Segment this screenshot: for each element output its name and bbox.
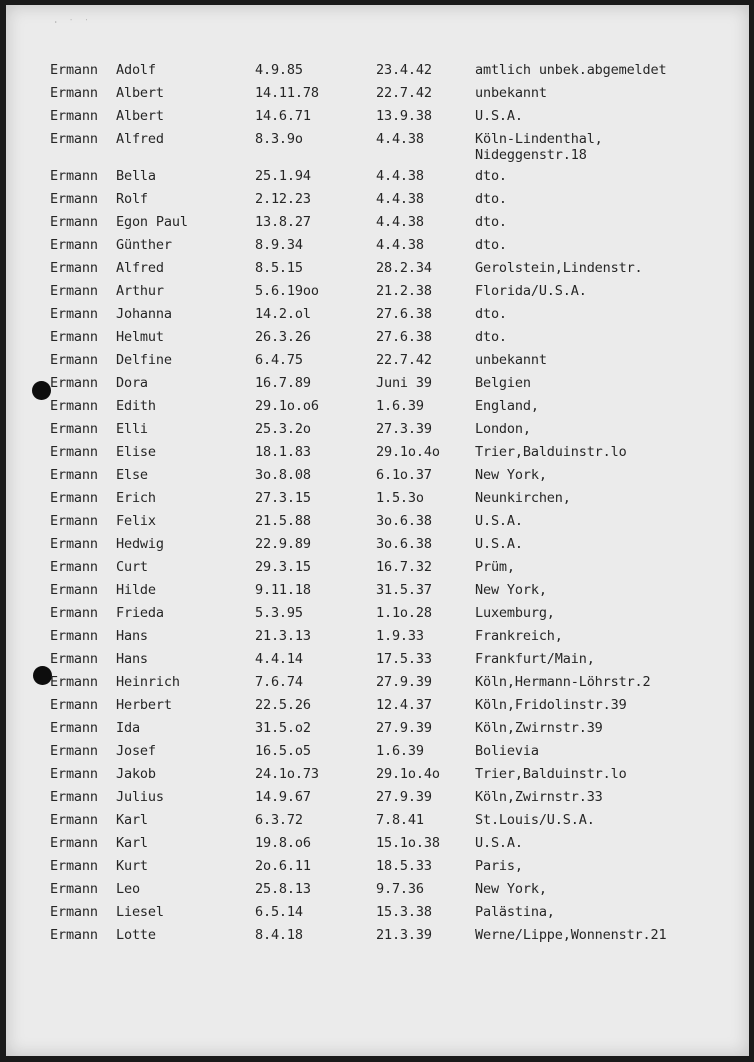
destination: St.Louis/U.S.A. <box>475 812 595 828</box>
given-name: Delfine <box>116 352 172 368</box>
document-page <box>6 5 749 1056</box>
register-row <box>6 467 749 489</box>
surname: Ermann <box>50 697 98 713</box>
departure-date: 15.1o.38 <box>376 835 440 851</box>
given-name: Albert <box>116 108 164 124</box>
departure-date: 4.4.38 <box>376 191 424 207</box>
birth-date: 29.3.15 <box>255 559 311 575</box>
birth-date: 7.6.74 <box>255 674 303 690</box>
birth-date: 4.9.85 <box>255 62 303 78</box>
register-row <box>6 283 749 305</box>
surname: Ermann <box>50 444 98 460</box>
given-name: Elli <box>116 421 148 437</box>
departure-date: 27.6.38 <box>376 329 432 345</box>
departure-date: 9.7.36 <box>376 881 424 897</box>
birth-date: 5.6.19oo <box>255 283 319 299</box>
given-name: Curt <box>116 559 148 575</box>
departure-date: 1.1o.28 <box>376 605 432 621</box>
register-list <box>6 5 749 1005</box>
birth-date: 6.4.75 <box>255 352 303 368</box>
register-row <box>6 628 749 650</box>
paper-specks: · ˙ ˙ <box>54 19 93 26</box>
register-row <box>6 536 749 558</box>
surname: Ermann <box>50 559 98 575</box>
departure-date: 29.1o.4o <box>376 444 440 460</box>
birth-date: 18.1.83 <box>255 444 311 460</box>
destination: dto. <box>475 214 507 230</box>
register-row <box>6 191 749 213</box>
surname: Ermann <box>50 352 98 368</box>
destination: Werne/Lippe,Wonnenstr.21 <box>475 927 667 943</box>
destination: dto. <box>475 191 507 207</box>
surname: Ermann <box>50 858 98 874</box>
destination: Frankfurt/Main, <box>475 651 595 667</box>
birth-date: 21.5.88 <box>255 513 311 529</box>
birth-date: 6.3.72 <box>255 812 303 828</box>
surname: Ermann <box>50 651 98 667</box>
destination: New York, <box>475 582 547 598</box>
birth-date: 22.5.26 <box>255 697 311 713</box>
given-name: Hedwig <box>116 536 164 552</box>
birth-date: 29.1o.o6 <box>255 398 319 414</box>
destination: Prüm, <box>475 559 515 575</box>
given-name: Alfred <box>116 131 164 147</box>
birth-date: 3o.8.08 <box>255 467 311 483</box>
birth-date: 8.4.18 <box>255 927 303 943</box>
departure-date: 27.6.38 <box>376 306 432 322</box>
surname: Ermann <box>50 582 98 598</box>
destination: Belgien <box>475 375 531 391</box>
register-row <box>6 605 749 627</box>
register-row <box>6 306 749 328</box>
surname: Ermann <box>50 467 98 483</box>
given-name: Erich <box>116 490 156 506</box>
destination: New York, <box>475 467 547 483</box>
birth-date: 22.9.89 <box>255 536 311 552</box>
departure-date: 27.9.39 <box>376 720 432 736</box>
given-name: Lotte <box>116 927 156 943</box>
given-name: Hilde <box>116 582 156 598</box>
birth-date: 8.5.15 <box>255 260 303 276</box>
destination: dto. <box>475 168 507 184</box>
surname: Ermann <box>50 812 98 828</box>
surname: Ermann <box>50 835 98 851</box>
birth-date: 13.8.27 <box>255 214 311 230</box>
birth-date: 8.9.34 <box>255 237 303 253</box>
departure-date: 21.2.38 <box>376 283 432 299</box>
given-name: Edith <box>116 398 156 414</box>
register-row <box>6 743 749 765</box>
given-name: Adolf <box>116 62 156 78</box>
surname: Ermann <box>50 605 98 621</box>
register-row <box>6 62 749 84</box>
departure-date: 7.8.41 <box>376 812 424 828</box>
departure-date: 3o.6.38 <box>376 536 432 552</box>
register-row <box>6 582 749 604</box>
departure-date: 4.4.38 <box>376 131 424 147</box>
register-row <box>6 674 749 696</box>
destination: U.S.A. <box>475 835 523 851</box>
given-name: Frieda <box>116 605 164 621</box>
departure-date: 23.4.42 <box>376 62 432 78</box>
register-row <box>6 490 749 512</box>
surname: Ermann <box>50 168 98 184</box>
departure-date: 13.9.38 <box>376 108 432 124</box>
destination: U.S.A. <box>475 108 523 124</box>
surname: Ermann <box>50 927 98 943</box>
departure-date: 1.5.3o <box>376 490 424 506</box>
destination: Trier,Balduinstr.lo <box>475 444 627 460</box>
birth-date: 14.9.67 <box>255 789 311 805</box>
surname: Ermann <box>50 131 98 147</box>
surname: Ermann <box>50 62 98 78</box>
destination: Neunkirchen, <box>475 490 571 506</box>
register-row <box>6 398 749 420</box>
register-row <box>6 812 749 834</box>
departure-date: 4.4.38 <box>376 214 424 230</box>
register-row <box>6 651 749 673</box>
surname: Ermann <box>50 743 98 759</box>
birth-date: 27.3.15 <box>255 490 311 506</box>
register-row <box>6 881 749 903</box>
destination: Bolievia <box>475 743 539 759</box>
given-name: Julius <box>116 789 164 805</box>
register-row <box>6 444 749 466</box>
register-row <box>6 108 749 130</box>
destination: dto. <box>475 306 507 322</box>
surname: Ermann <box>50 375 98 391</box>
surname: Ermann <box>50 85 98 101</box>
surname: Ermann <box>50 536 98 552</box>
birth-date: 19.8.o6 <box>255 835 311 851</box>
birth-date: 4.4.14 <box>255 651 303 667</box>
destination: unbekannt <box>475 85 547 101</box>
given-name: Herbert <box>116 697 172 713</box>
surname: Ermann <box>50 766 98 782</box>
given-name: Heinrich <box>116 674 180 690</box>
given-name: Karl <box>116 812 148 828</box>
birth-date: 31.5.o2 <box>255 720 311 736</box>
given-name: Elise <box>116 444 156 460</box>
departure-date: 3o.6.38 <box>376 513 432 529</box>
given-name: Leo <box>116 881 140 897</box>
register-row <box>6 329 749 351</box>
surname: Ermann <box>50 237 98 253</box>
register-row <box>6 85 749 107</box>
given-name: Helmut <box>116 329 164 345</box>
departure-date: 28.2.34 <box>376 260 432 276</box>
destination: Luxemburg, <box>475 605 555 621</box>
register-row <box>6 858 749 880</box>
surname: Ermann <box>50 214 98 230</box>
birth-date: 14.2.ol <box>255 306 311 322</box>
register-row <box>6 260 749 282</box>
birth-date: 2.12.23 <box>255 191 311 207</box>
given-name: Arthur <box>116 283 164 299</box>
surname: Ermann <box>50 628 98 644</box>
birth-date: 9.11.18 <box>255 582 311 598</box>
destination: England, <box>475 398 539 414</box>
destination: U.S.A. <box>475 513 523 529</box>
register-row <box>6 697 749 719</box>
surname: Ermann <box>50 881 98 897</box>
given-name: Albert <box>116 85 164 101</box>
register-row <box>6 766 749 788</box>
destination: Florida/U.S.A. <box>475 283 587 299</box>
register-row <box>6 352 749 374</box>
register-row <box>6 237 749 259</box>
given-name: Jakob <box>116 766 156 782</box>
destination: Gerolstein,Lindenstr. <box>475 260 643 276</box>
departure-date: 17.5.33 <box>376 651 432 667</box>
departure-date: 4.4.38 <box>376 168 424 184</box>
register-row <box>6 375 749 397</box>
destination: Köln-Lindenthal, Nideggenstr.18 <box>475 131 603 163</box>
destination: Köln,Zwirnstr.39 <box>475 720 603 736</box>
given-name: Hans <box>116 628 148 644</box>
departure-date: 4.4.38 <box>376 237 424 253</box>
surname: Ermann <box>50 720 98 736</box>
register-row <box>6 214 749 236</box>
surname: Ermann <box>50 789 98 805</box>
birth-date: 25.8.13 <box>255 881 311 897</box>
destination: U.S.A. <box>475 536 523 552</box>
departure-date: 6.1o.37 <box>376 467 432 483</box>
surname: Ermann <box>50 421 98 437</box>
destination: Frankreich, <box>475 628 563 644</box>
given-name: Liesel <box>116 904 164 920</box>
departure-date: 22.7.42 <box>376 85 432 101</box>
surname: Ermann <box>50 674 98 690</box>
birth-date: 2o.6.11 <box>255 858 311 874</box>
given-name: Else <box>116 467 148 483</box>
departure-date: 27.3.39 <box>376 421 432 437</box>
birth-date: 6.5.14 <box>255 904 303 920</box>
given-name: Bella <box>116 168 156 184</box>
register-row <box>6 789 749 811</box>
given-name: Josef <box>116 743 156 759</box>
departure-date: 1.6.39 <box>376 743 424 759</box>
birth-date: 14.6.71 <box>255 108 311 124</box>
given-name: Ida <box>116 720 140 736</box>
birth-date: 24.1o.73 <box>255 766 319 782</box>
surname: Ermann <box>50 306 98 322</box>
given-name: Rolf <box>116 191 148 207</box>
register-row <box>6 927 749 949</box>
departure-date: 31.5.37 <box>376 582 432 598</box>
birth-date: 14.11.78 <box>255 85 319 101</box>
departure-date: 16.7.32 <box>376 559 432 575</box>
given-name: Günther <box>116 237 172 253</box>
birth-date: 26.3.26 <box>255 329 311 345</box>
given-name: Felix <box>116 513 156 529</box>
register-row <box>6 835 749 857</box>
surname: Ermann <box>50 283 98 299</box>
surname: Ermann <box>50 329 98 345</box>
surname: Ermann <box>50 191 98 207</box>
given-name: Dora <box>116 375 148 391</box>
departure-date: Juni 39 <box>376 375 432 391</box>
destination: dto. <box>475 237 507 253</box>
given-name: Johanna <box>116 306 172 322</box>
departure-date: 1.9.33 <box>376 628 424 644</box>
destination: unbekannt <box>475 352 547 368</box>
given-name: Egon Paul <box>116 214 188 230</box>
given-name: Alfred <box>116 260 164 276</box>
destination: Köln,Hermann-Löhrstr.2 <box>475 674 651 690</box>
register-row <box>6 720 749 742</box>
surname: Ermann <box>50 398 98 414</box>
departure-date: 27.9.39 <box>376 674 432 690</box>
destination: amtlich unbek.abgemeldet <box>475 62 667 78</box>
given-name: Karl <box>116 835 148 851</box>
surname: Ermann <box>50 513 98 529</box>
destination: dto. <box>475 329 507 345</box>
departure-date: 29.1o.4o <box>376 766 440 782</box>
departure-date: 21.3.39 <box>376 927 432 943</box>
register-row <box>6 559 749 581</box>
surname: Ermann <box>50 108 98 124</box>
destination: Köln,Zwirnstr.33 <box>475 789 603 805</box>
surname: Ermann <box>50 260 98 276</box>
register-row <box>6 513 749 535</box>
surname: Ermann <box>50 904 98 920</box>
destination: Trier,Balduinstr.lo <box>475 766 627 782</box>
destination: Paris, <box>475 858 523 874</box>
birth-date: 16.5.o5 <box>255 743 311 759</box>
surname: Ermann <box>50 490 98 506</box>
departure-date: 27.9.39 <box>376 789 432 805</box>
destination: London, <box>475 421 531 437</box>
destination: Palästina, <box>475 904 555 920</box>
departure-date: 18.5.33 <box>376 858 432 874</box>
register-row <box>6 131 749 163</box>
given-name: Hans <box>116 651 148 667</box>
destination: New York, <box>475 881 547 897</box>
birth-date: 25.1.94 <box>255 168 311 184</box>
departure-date: 1.6.39 <box>376 398 424 414</box>
birth-date: 16.7.89 <box>255 375 311 391</box>
birth-date: 21.3.13 <box>255 628 311 644</box>
register-row <box>6 168 749 190</box>
birth-date: 25.3.2o <box>255 421 311 437</box>
destination: Köln,Fridolinstr.39 <box>475 697 627 713</box>
register-row <box>6 421 749 443</box>
birth-date: 5.3.95 <box>255 605 303 621</box>
given-name: Kurt <box>116 858 148 874</box>
departure-date: 15.3.38 <box>376 904 432 920</box>
birth-date: 8.3.9o <box>255 131 303 147</box>
departure-date: 12.4.37 <box>376 697 432 713</box>
register-row <box>6 904 749 926</box>
departure-date: 22.7.42 <box>376 352 432 368</box>
